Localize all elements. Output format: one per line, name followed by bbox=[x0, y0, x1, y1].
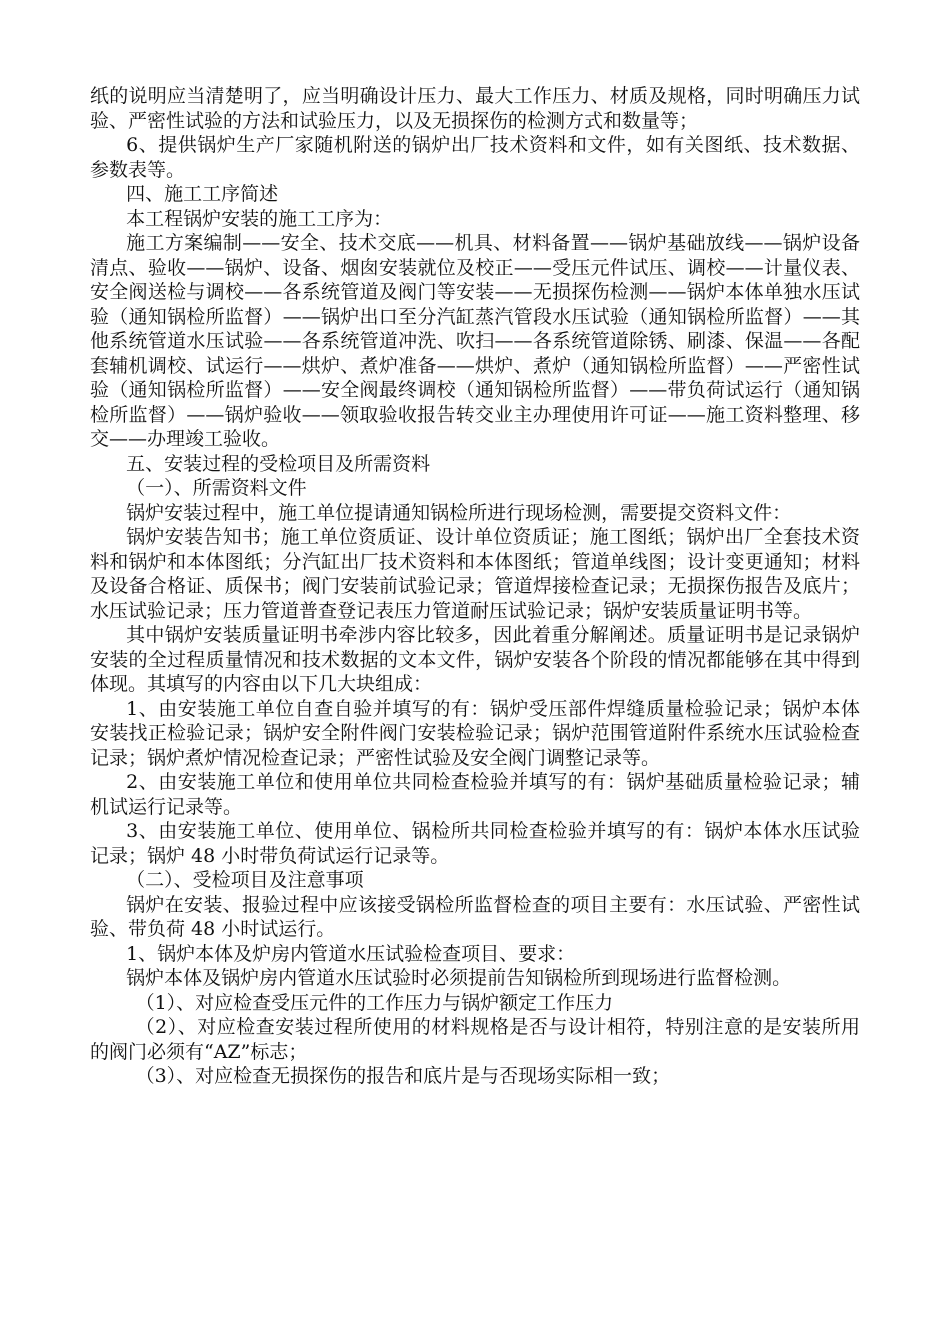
paragraph-item-6-manufacturer-docs: 6、提供锅炉生产厂家随机附送的锅炉出厂技术资料和文件，如有关图纸、技术数据、参数表等。 bbox=[90, 134, 860, 181]
paragraph-documents-intro: 锅炉安装过程中，施工单位提请通知锅检所进行现场检测，需要提交资料文件： bbox=[126, 501, 792, 524]
paragraph-item-2-joint-inspection: 2、由安装施工单位和使用单位共同检查检验并填写的有：锅炉基础质量检验记录；辅机试运行记录等。 bbox=[90, 771, 860, 818]
heading-section-4: 四、施工工序简述 bbox=[126, 183, 279, 205]
paragraph-item-1-self-inspection: 1、由安装施工单位自查自验并填写的有：锅炉受压部件焊缝质量检验记录；锅炉本体安装找正检验记录；锅炉安全附件阀门安装检验记录；锅炉范围管道附件系统水压试验检查记录；锅炉煮炉情况检查记录；严密性试验及安全阀门调整记录等。 bbox=[90, 697, 860, 769]
paragraph-check-2-materials: （2）、对应检查安装过程所使用的材料规格是否与设计相符，特别注意的是安装所用的阀门必须有“AZ”标志； bbox=[90, 1016, 860, 1063]
paragraph-quality-certificate: 其中锅炉安装质量证明书牵涉内容比较多，因此着重分解阐述。质量证明书是记录锅炉安装的全过程质量情况和技术数据的文本文件，锅炉安装各个阶段的情况都能够在其中得到体现。其填写的内容由以下几大块组成： bbox=[90, 624, 860, 695]
paragraph-procedure-intro: 本工程锅炉安装的施工工序为： bbox=[126, 207, 393, 230]
paragraph-documents-list: 锅炉安装告知书；施工单位资质证、设计单位资质证；施工图纸；锅炉出厂全套技术资料和锅炉和本体图纸；分汽缸出厂技术资料和本体图纸；管道单线图；设计变更通知；材料及设备合格证、质保书；阀门安装前试验记录；管道焊接检查记录；无损探伤报告及底片；水压试验记录；压力管道普查登记表压力管道耐压试验记录；锅炉安装质量证明书等。 bbox=[90, 526, 860, 622]
heading-section-5: 五、安装过程的受检项目及所需资料 bbox=[126, 452, 431, 475]
subheading-required-documents: （一）、所需资料文件 bbox=[126, 477, 307, 499]
paragraph-hydrostatic-test-notice: 锅炉本体及锅炉房内管道水压试验时必须提前告知锅检所到现场进行监督检测。 bbox=[126, 967, 792, 989]
paragraph-inspection-items-intro: 锅炉在安装、报验过程中应该接受锅检所监督检查的项目主要有：水压试验、严密性试验、带负荷 48 小时试运行。 bbox=[90, 893, 860, 940]
paragraph-check-3-ndt: （3）、对应检查无损探伤的报告和底片是与否现场实际相一致； bbox=[135, 1065, 671, 1087]
paragraph-procedure-sequence: 施工方案编制——安全、技术交底——机具、材料备置——锅炉基础放线——锅炉设备清点、验收——锅炉、设备、烟囱安装就位及校正——受压元件试压、调校——计量仪表、安全阀送检与调校——各系统管道及阀门等安装——无损探伤检测——锅炉本体单独水压试验（通知锅检所监督）——锅炉出口至分汽缸蒸汽管段水压试验（通知锅检所监督）——其他系统管道水压试验——各系统管道冲洗、吹扫——各系统管道除锈、刷漆、保温——各配套辅机调校、试运行——烘炉、煮炉准备——烘炉、煮炉（通知锅检所监督）——严密性试验（通知锅检所监督）——安全阀最终调校（通知锅检所监督）——带负荷试运行（通知锅检所监督）——锅炉验收——领取验收报告转交业主办理使用许可证——施工资料整理、移交——办理竣工验收。 bbox=[90, 232, 860, 450]
paragraph-design-drawings: 纸的说明应当清楚明了，应当明确设计压力、最大工作压力、材质及规格，同时明确压力试验、严密性试验的方法和试验压力，以及无损探伤的检测方式和数量等； bbox=[90, 85, 860, 132]
paragraph-check-1-pressure: （1）、对应检查受压元件的工作压力与锅炉额定工作压力 bbox=[135, 991, 614, 1014]
paragraph-item-3-three-party-inspection: 3、由安装施工单位、使用单位、锅检所共同检查检验并填写的有：锅炉本体水压试验记录；锅炉 48 小时带负荷试运行记录等。 bbox=[90, 820, 860, 867]
document-page bbox=[90, 84, 860, 1089]
paragraph-hydrostatic-test-heading: 1、锅炉本体及炉房内管道水压试验检查项目、要求： bbox=[126, 942, 576, 965]
subheading-inspection-items: （二）、受检项目及注意事项 bbox=[126, 869, 364, 891]
